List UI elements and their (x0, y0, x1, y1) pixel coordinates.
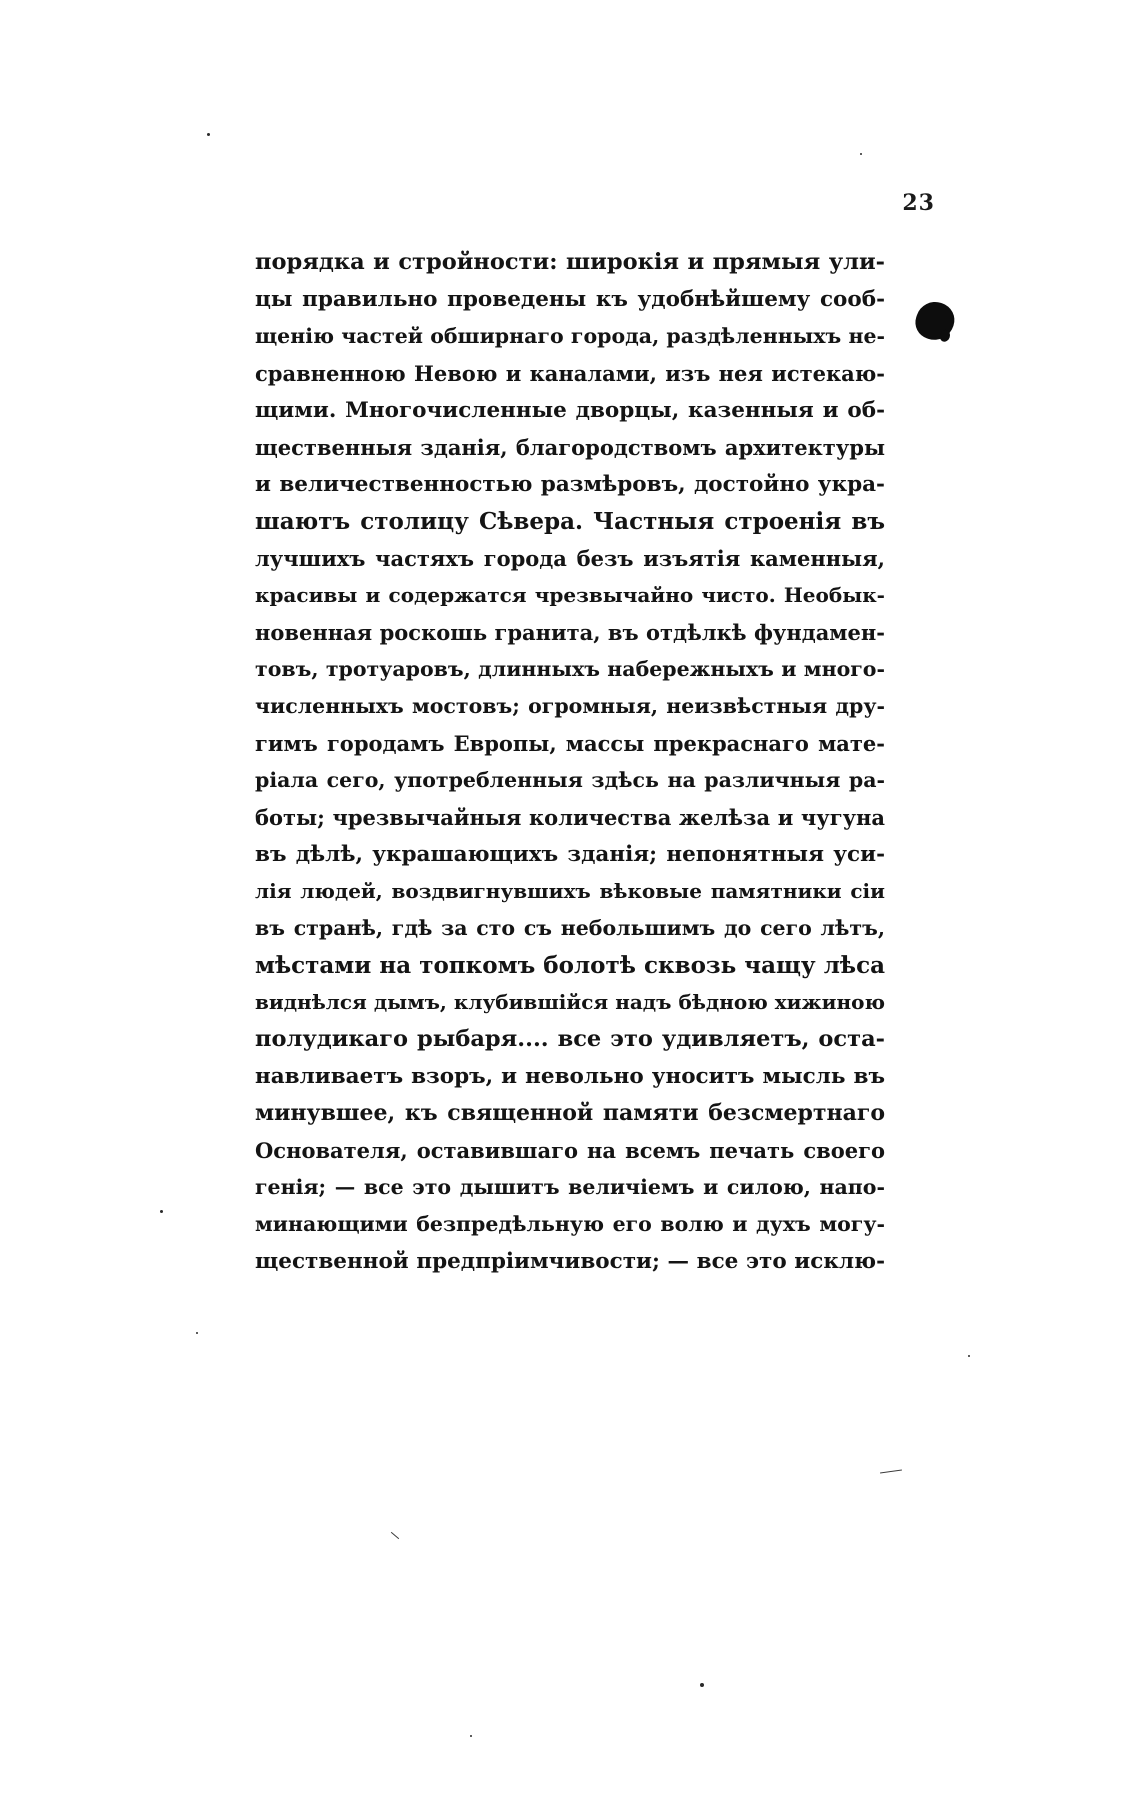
text-line: сравненною Невою и каналами, изъ нея истекаю- (255, 361, 885, 386)
ink-blot-mark (911, 297, 959, 345)
text-line: мѣстами на топкомъ болотѣ сквозь чащу лѣса (255, 952, 885, 979)
text-line: товъ, тротуаровъ, длинныхъ набережныхъ и много- (255, 657, 885, 681)
text-line: щественной предпріимчивости; — все это исклю- (255, 1249, 885, 1274)
paper-speck (196, 1332, 198, 1334)
text-line: ріала сего, употребленныя здѣсь на различныя ра- (255, 768, 885, 792)
text-line: лія людей, воздвигнувшихъ вѣковые памятники сіи (255, 879, 885, 903)
text-line: красивы и содержатся чрезвычайно чисто. Необык- (255, 583, 885, 607)
paper-scratch (880, 1469, 902, 1473)
text-line: въ странѣ, гдѣ за сто съ небольшимъ до сего лѣтъ, (255, 916, 885, 940)
paper-speck (207, 133, 210, 136)
text-line: въ дѣлѣ, украшающихъ зданія; непонятныя уси- (255, 842, 885, 867)
text-line: генія; — все это дышитъ величіемъ и силою, напо- (255, 1175, 885, 1199)
text-line: численныхъ мостовъ; огромныя, неизвѣстныя дру- (255, 694, 885, 718)
paper-speck (968, 1355, 970, 1357)
text-line: гимъ городамъ Европы, массы прекраснаго мате- (255, 731, 885, 756)
text-line: новенная роскошь гранита, въ отдѣлкѣ фундамен- (255, 620, 885, 645)
page-number: 23 (902, 190, 935, 216)
text-line: лучшихъ частяхъ города безъ изъятія каменныя, (255, 546, 885, 571)
text-line: навливаетъ взоръ, и невольно уноситъ мысль въ (255, 1064, 885, 1089)
text-line: щими. Многочисленные дворцы, казенныя и об- (255, 398, 885, 423)
text-line: минающими безпредѣльную его волю и духъ могу- (255, 1212, 885, 1236)
paper-scratch (391, 1532, 399, 1539)
text-line: и величественностью размѣровъ, достойно укра- (255, 472, 885, 497)
paper-speck (470, 1735, 472, 1737)
text-line: порядка и стройности: широкія и прямыя ули- (255, 249, 885, 275)
text-line: щественныя зданія, благородствомъ архитектуры (255, 435, 885, 460)
paper-speck (700, 1683, 704, 1687)
text-line: цы правильно проведены къ удобнѣйшему сооб- (255, 287, 885, 312)
text-line: минувшее, къ священной памяти безсмертнаго (255, 1100, 885, 1126)
paper-speck (860, 153, 862, 155)
text-line: Основателя, оставившаго на всемъ печать своего (255, 1138, 885, 1163)
text-line: боты; чрезвычайныя количества желѣза и чугуна (255, 805, 885, 830)
text-line: щенію частей обширнаго города, раздѣленныхъ не- (255, 324, 885, 348)
text-line: шаютъ столицу Сѣвера. Частныя строенія въ (255, 508, 885, 535)
text-line: виднѣлся дымъ, клубившійся надъ бѣдною хижиною (255, 990, 885, 1014)
body-text (255, 244, 885, 1280)
text-line: полудикаго рыбаря.... все это удивляетъ, оста- (255, 1026, 885, 1052)
paper-speck (160, 1210, 163, 1213)
